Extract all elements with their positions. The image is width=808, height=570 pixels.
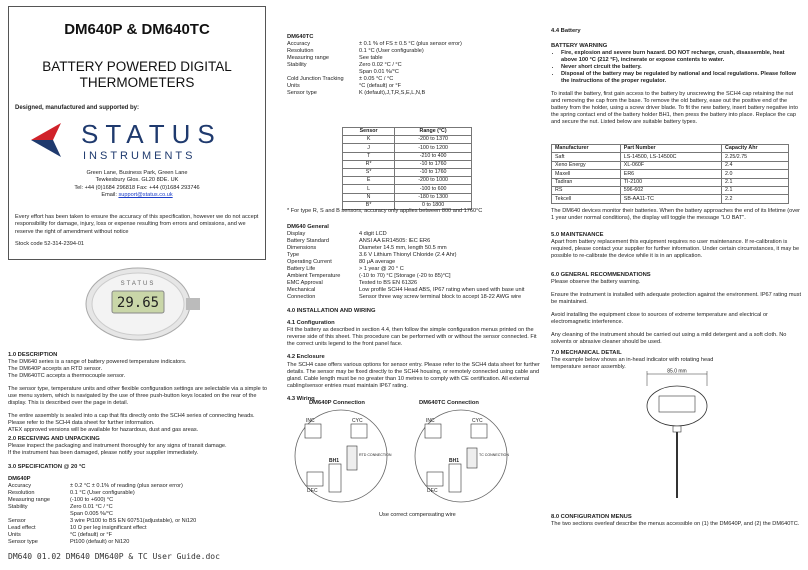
- spec-row: [8, 525, 270, 532]
- inc-button-tc: [425, 424, 441, 438]
- table-cell: R*: [343, 160, 395, 168]
- receiving-line-1: Please inspect the packaging and instrument thoroughly for any signs of transit damage.: [8, 443, 227, 450]
- spec-key: Units: [8, 532, 21, 539]
- table-cell: B*: [343, 201, 395, 209]
- table-cell: -100 to 600: [395, 185, 472, 193]
- dm640tc-spec-list: [287, 41, 545, 97]
- description-heading: 1.0 DESCRIPTION: [8, 352, 58, 358]
- dm640p-spec-list: [8, 483, 270, 546]
- table-row: [552, 195, 789, 203]
- spec-row: [287, 280, 545, 287]
- config-heading: 8.0 CONFIGURATION MENUS: [551, 514, 632, 520]
- spec-value: Zero 0.01 °C / °C: [70, 504, 113, 511]
- spec-value: °C (default) or °F: [70, 532, 113, 539]
- spec-row: [287, 90, 545, 97]
- spec-row: [287, 48, 545, 55]
- table-cell: TI-2100: [620, 178, 721, 186]
- spec-value: 10 Ω per leg insignificant effect: [70, 525, 147, 532]
- spec-key: Units: [287, 83, 300, 90]
- spec-key: Sensor type: [8, 539, 38, 546]
- spec-value: K (default),J,T,R,S,E,L,N,B: [359, 90, 426, 97]
- bh1-label: BH1: [329, 458, 340, 464]
- maintenance-text: Apart from battery replacement this equipment requires no user maintenance. If re-calibration is required, please contact your supplier for further information. Under certain circumstances, it may be possible to re-calibrate the device while it is in an application.: [551, 239, 800, 260]
- spec-value: ± 0.05 °C / °C: [359, 76, 394, 83]
- spec-key: Display: [287, 231, 306, 238]
- spec-row: [287, 259, 545, 266]
- address-line-1: Green Lane, Business Park, Green Lane: [86, 170, 188, 176]
- spec-row: [287, 245, 545, 252]
- description-section: [8, 352, 270, 434]
- dec-label-tc: DEC: [427, 488, 438, 494]
- display-window: [659, 396, 695, 412]
- table-cell: XL-060F: [620, 161, 721, 169]
- disclaimer: Every effort has been taken to ensure the accuracy of this specification, however we do not accept responsibility for damage, injury, loss or expense resulting from errors and omissions, and we reserve the right of amendment without notice: [15, 214, 259, 235]
- spec-key: Accuracy: [287, 41, 311, 48]
- table-cell: T: [343, 152, 395, 160]
- sensor-neck: [673, 426, 681, 432]
- column-header-manufacturer: Manufacturer: [552, 145, 621, 153]
- table-row: [343, 168, 472, 176]
- logo-chevron-bottom: [31, 140, 61, 157]
- spec-value: Low profile SCH4 Head ABS, IP67 rating when used with base unit: [359, 287, 525, 294]
- dm640tc-heading: DM640TC: [287, 34, 314, 40]
- spec-key: Operating Current: [287, 259, 332, 266]
- address-line-2: Tewkesbury Glos. GL20 8DE. UK: [95, 177, 179, 184]
- table-cell: L: [343, 185, 395, 193]
- table-cell: 2.25/2.75: [722, 153, 789, 161]
- spec-value: Zero 0.02 °C / °C: [359, 62, 402, 69]
- table-cell: -10 to 1760: [395, 160, 472, 168]
- spec-key: [8, 511, 70, 518]
- table-row: [343, 160, 472, 168]
- recommendation-4: Any cleaning of the instrument should be carried out using a mild detergent and a soft cloth. No solvents or abrasive cleaner should be used.: [551, 332, 787, 346]
- battery-install-text: To install the battery, first gain access to the battery by unscrewing the SCH4 cap retaining the nut and removing the cap from the base. To remove the old battery, ease out the positive end of the battery from the holder, using a screw driver blade. To fit the new battery, insert battery negative into the spring contact end of the battery holder BH1, then press the battery into place. Replace the cap and secure the nut. Listed below are suitable battery types.: [551, 91, 798, 126]
- table-footnote: * For type R, S and B sensors, accuracy only applies between 800 and 1760°C: [287, 208, 483, 214]
- status-logo: [23, 115, 253, 165]
- spec-value: (-10 to 70) °C [Storage (-20 to 85)°C]: [359, 273, 451, 280]
- description-para-assembly: The entire assembly is sealed into a cap that fits directly onto the SCH4 series of connecting heads. Please refer to the SCH4 data sheet for further information.: [8, 413, 255, 427]
- spec-row: [8, 483, 270, 490]
- table-cell: Saft: [552, 153, 621, 161]
- designed-by: Designed, manufactured and supported by:: [15, 105, 140, 111]
- footer-filename: DM640 01.02 DM640 DM640P & TC User Guide.doc: [8, 552, 220, 561]
- spec-row: [8, 539, 270, 546]
- spec-value: Pt100 (default) or Ni120: [70, 539, 130, 546]
- table-cell: SB-AA11-TC: [620, 195, 721, 203]
- maintenance-heading: 5.0 MAINTENANCE: [551, 232, 604, 238]
- table-cell: -210 to 400: [395, 152, 472, 160]
- mechanical-heading: 7.0 MECHANICAL DETAIL: [551, 350, 622, 356]
- table-row: [552, 170, 789, 178]
- description-atex: ATEX approved versions will be available for hazardous, dust and gas areas.: [8, 427, 199, 434]
- table-cell: E: [343, 177, 395, 185]
- spec-row: [287, 83, 545, 90]
- inc-label-tc: INC: [426, 418, 435, 424]
- phone-fax: Tel: +44 (0)1684 296818 Fax: +44 (0)1684 293746: [74, 184, 200, 191]
- inc-button: [305, 424, 321, 438]
- spec-value: 0.1 °C (User configurable): [70, 490, 135, 497]
- table-header-row: [343, 128, 472, 136]
- cyc-label: CYC: [352, 418, 363, 424]
- sensor-range-table-wrap: [342, 127, 472, 210]
- table-row: [552, 153, 789, 161]
- spec-value: 0.1 °C (User configurable): [359, 48, 424, 55]
- spec-row: [8, 518, 270, 525]
- description-line-2: The DM640P accepts an RTD sensor.: [8, 366, 103, 373]
- receiving-section: [8, 436, 270, 457]
- spec-key: Connection: [287, 294, 316, 301]
- logo-status-text: STATUS: [81, 119, 222, 149]
- spec-key: Stability: [8, 504, 28, 511]
- spec-row: [287, 273, 545, 280]
- configuration-heading: 4.1 Configuration: [287, 320, 335, 327]
- spec-key: Resolution: [8, 490, 35, 497]
- description-line-3: The DM640TC accepts a thermocouple sensor.: [8, 373, 126, 380]
- spec-row: [287, 294, 545, 301]
- column-header-sensor: Sensor: [343, 128, 395, 136]
- spec-row: [287, 55, 545, 62]
- general-spec-list: [287, 231, 545, 301]
- spec-value: 3.6 V Lithium Thionyl Chloride (2.4 Ahr): [359, 252, 457, 259]
- general-heading: DM640 General: [287, 224, 329, 230]
- spec-key: Dimensions: [287, 245, 317, 252]
- wiring-diagrams: [295, 398, 535, 518]
- battery-warning-heading: BATTERY WARNING: [551, 43, 608, 50]
- table-cell: Tadiran: [552, 178, 621, 186]
- tc-terminal-block: [467, 448, 477, 468]
- table-cell: J: [343, 144, 395, 152]
- dm640tc-diagram: [415, 400, 509, 502]
- logo-instruments-text: INSTRUMENTS: [83, 150, 196, 162]
- table-row: [552, 161, 789, 169]
- table-cell: Tekcell: [552, 195, 621, 203]
- spec-key: [287, 69, 359, 76]
- spec-row: [287, 41, 545, 48]
- spec-subheading: DM640P: [8, 476, 31, 483]
- table-cell: -10 to 1760: [395, 168, 472, 176]
- spec-key: Sensor: [8, 518, 26, 525]
- model-title: DM640P & DM640TC: [64, 21, 210, 38]
- dm640p-connection-title: DM640P Connection: [309, 400, 365, 406]
- recommendation-3: Avoid installing the equipment close to sources of extreme temperature and electrical or electromagnetic interference.: [551, 312, 768, 326]
- table-cell: 0 to 1800: [395, 201, 472, 209]
- cyc-label-tc: CYC: [472, 418, 483, 424]
- dm640tc-spec: [287, 34, 545, 97]
- spec-value: 4 digit LCD: [359, 231, 387, 238]
- recommendation-1: Please observe the battery warning.: [551, 279, 641, 286]
- table-cell: -200 to 1000: [395, 177, 472, 185]
- config-section: [551, 514, 801, 528]
- spec-row: [8, 490, 270, 497]
- spec-heading: 3.0 SPECIFICATION @ 20 °C: [8, 464, 86, 470]
- receiving-heading: 2.0 RECEIVING AND UNPACKING: [8, 436, 100, 442]
- recommendations-section: [551, 272, 801, 346]
- spec-key: Mechanical: [287, 287, 316, 294]
- installation-section: [287, 308, 545, 403]
- table-cell: Maxell: [552, 170, 621, 178]
- warning-item: • Fire, explosion and severe burn hazard. DO NOT recharge, crush, disassemble, heat above 100 °C (212 °F), incinerate or expose contents to water.: [561, 50, 801, 64]
- spec-key: Lead effect: [8, 525, 36, 532]
- battery-holder: [329, 464, 341, 492]
- table-row: [343, 144, 472, 152]
- email-label: Email:: [101, 191, 117, 198]
- spec-key: Cold Junction Tracking: [287, 76, 344, 83]
- table-cell: -180 to 1300: [395, 193, 472, 201]
- logo-chevron-top: [31, 123, 61, 140]
- table-cell: 2.1: [722, 178, 789, 186]
- spec-value: Tested to BS EN 61326: [359, 280, 418, 287]
- spec-key: Accuracy: [8, 483, 32, 490]
- spec-key: EMC Approval: [287, 280, 323, 287]
- column-header-range: Range (°C): [395, 128, 472, 136]
- column-header-capacity: Capacity Ahr: [722, 145, 789, 153]
- wiring-heading: 4.3 Wiring: [287, 395, 315, 402]
- spec-value: See table: [359, 55, 383, 62]
- table-cell: 596-602: [620, 186, 721, 194]
- product-photo: [36, 264, 240, 344]
- spec-key: Battery Standard: [287, 238, 329, 245]
- spec-value: 3 wire Pt100 to BS EN 60751(adjustable), or Ni120: [70, 518, 197, 525]
- mechanical-text: The example below shows an in-head indicator with rotating head temperature sensor assembly.: [551, 357, 714, 371]
- spec-row: [287, 62, 545, 69]
- spec-row: [287, 231, 545, 238]
- spec-key: Ambient Temperature: [287, 273, 341, 280]
- table-header-row: [552, 145, 789, 153]
- battery-warning-list: [551, 50, 801, 85]
- spec-row: [8, 532, 270, 539]
- description-line-1: The DM640 series is a range of battery powered temperature indicators.: [8, 359, 187, 366]
- photo-brand: STATUS: [120, 281, 156, 287]
- battery-table-wrap: [551, 144, 801, 204]
- battery-holder-tc: [449, 464, 461, 492]
- dm640p-diagram: [295, 400, 392, 502]
- inc-label: INC: [306, 418, 315, 424]
- cyc-button: [351, 424, 367, 438]
- spec-row: [287, 76, 545, 83]
- subtitle-line-2: THERMOMETERS: [79, 74, 195, 90]
- table-cell: 2.0: [722, 170, 789, 178]
- receiving-line-2: If the instrument has been damaged, please notify your supplier immediately.: [8, 450, 199, 457]
- recommendations-heading: 6.0 GENERAL RECOMMENDATIONS: [551, 272, 651, 278]
- spec-value: (-100 to +600) °C: [70, 497, 114, 504]
- spec-row: [287, 238, 545, 245]
- stock-code: Stock code 52-314-2394-01: [15, 241, 85, 247]
- spec-value: Diameter 14.5 mm, length 50.5 mm: [359, 245, 447, 252]
- dec-button-tc: [427, 472, 443, 486]
- table-row: [343, 177, 472, 185]
- table-row: [552, 178, 789, 186]
- spec-row: [287, 252, 545, 259]
- company-address: [9, 170, 265, 199]
- table-row: [343, 185, 472, 193]
- battery-table: [551, 144, 789, 204]
- spec-value: ± 0.2 °C ± 0.1% of reading (plus sensor error): [70, 483, 183, 490]
- config-text: The two sections overleaf describe the menus accessible on (1) the DM640P, and (2) the DM640TC.: [551, 521, 800, 528]
- table-row: [343, 152, 472, 160]
- spec-row: [287, 266, 545, 273]
- table-cell: -100 to 1200: [395, 144, 472, 152]
- spec-row: [8, 504, 270, 511]
- spec-value: Span 0.005 %/°C: [70, 511, 113, 518]
- column-header-part: Part Number: [620, 145, 721, 153]
- table-cell: Xeno Energy: [552, 161, 621, 169]
- spec-row: [8, 497, 270, 504]
- spec-value: Sensor three way screw terminal block to accept 18-22 AWG wire: [359, 294, 522, 301]
- configuration-text: Fit the battery as described in section 4.4, then follow the simple configuration menus printed on the reverse side of this sheet. This procedure can be performed with or without the sensor connected. Fit the correct units legend to the front panel face.: [287, 327, 537, 348]
- table-cell: RS: [552, 186, 621, 194]
- spec-section: [8, 464, 270, 546]
- dec-button: [307, 472, 323, 486]
- photo-gland: [186, 298, 200, 310]
- spec-value: °C (default) or °F: [359, 83, 402, 90]
- spec-key: Battery Life: [287, 266, 316, 273]
- battery-heading: 4.4 Battery: [551, 28, 581, 34]
- spec-key: Sensor type: [287, 90, 317, 97]
- product-subtitle: [9, 59, 265, 90]
- table-row: [343, 193, 472, 201]
- battery-section: [551, 28, 801, 126]
- maintenance-section: [551, 232, 801, 260]
- dimension-label: 85.0 mm: [667, 368, 687, 375]
- photo-lcd-reading: 29.65: [116, 295, 160, 311]
- spec-key: Type: [287, 252, 300, 259]
- wire-note: Use correct compensating wire: [379, 512, 456, 518]
- spec-key: Resolution: [287, 48, 314, 55]
- table-row: [552, 186, 789, 194]
- installation-heading: 4.0 INSTALLATION AND WIRING: [287, 308, 376, 314]
- email-line: [9, 192, 265, 199]
- table-cell: K: [343, 136, 395, 144]
- spec-value: Span 0.01 %/°C: [359, 69, 399, 76]
- dec-label: DEC: [307, 488, 318, 494]
- spec-row: [8, 511, 270, 518]
- dm640tc-connection-title: DM640TC Connection: [419, 400, 479, 406]
- spec-row: [287, 287, 545, 294]
- warning-item: • Never short circuit the battery.: [561, 64, 801, 71]
- table-cell: -200 to 1370: [395, 136, 472, 144]
- email-link[interactable]: support@status.co.uk: [118, 191, 173, 198]
- spec-value: ANSI AA ER14505: IEC ER6: [359, 238, 431, 245]
- recommendation-2: Ensure the instrument is installed with adequate protection against the environment. IP67 rating must be maintained.: [551, 292, 801, 306]
- table-cell: S*: [343, 168, 395, 176]
- spec-row: [287, 69, 545, 76]
- table-cell: 2.1: [722, 186, 789, 194]
- mechanical-drawing: [637, 370, 717, 500]
- battery-monitor-text: The DM640 devices monitor their batteries. When the battery approaches the end of its lifetime (over 1 year under normal conditions), the display will toggle the message "LO BAT".: [551, 208, 801, 221]
- warning-item: • Disposal of the battery may be regulated by national and local regulations. Please follow the instructions of the proper regulator.: [561, 71, 801, 85]
- sensor-range-table: [342, 127, 472, 210]
- spec-value: 80 μA average: [359, 259, 396, 266]
- spec-key: Measuring range: [8, 497, 50, 504]
- table-cell: 2.2: [722, 195, 789, 203]
- tc-connection-label: TC CONNECTION: [479, 453, 509, 457]
- table-cell: 2.4: [722, 161, 789, 169]
- bh1-label-tc: BH1: [449, 458, 460, 464]
- table-row: [343, 136, 472, 144]
- table-cell: N: [343, 193, 395, 201]
- subtitle-line-1: BATTERY POWERED DIGITAL: [42, 59, 232, 74]
- table-cell: ER6: [620, 170, 721, 178]
- spec-value: ± 0.1 % of FS ± 0.5 °C (plus sensor error): [359, 41, 462, 48]
- title-box: [8, 6, 266, 260]
- rtd-terminal-block: [347, 446, 357, 470]
- enclosure-heading: 4.2 Enclosure: [287, 354, 325, 361]
- dm640-general: [287, 224, 545, 301]
- spec-key: Stability: [287, 62, 307, 69]
- spec-key: Measuring range: [287, 55, 329, 62]
- cyc-button-tc: [471, 424, 487, 438]
- spec-value: > 1 year @ 20 ° C: [359, 266, 404, 273]
- description-para-menus: The sensor type, temperature units and other flexible configuration settings are selectable via a simple to use menu system, which is navigated by the use of three push-button keys located on the rear of the display. This is described over the page in detail.: [8, 386, 268, 407]
- enclosure-text: The SCH4 case offers various options for sensor entry. Please refer to the SCH4 data sheet for further details. The sensor may be fixed directly to the SCH4 housing, or remotely connected using cable and gland. Cable length must be no greater than 10 metres to comply with CE certification. All external cabling/sensor entries must maintain IP67 rating.: [287, 361, 540, 389]
- rtd-connection-label: RTD CONNECTION: [359, 453, 392, 457]
- table-cell: LS-14500, LS-14500C: [620, 153, 721, 161]
